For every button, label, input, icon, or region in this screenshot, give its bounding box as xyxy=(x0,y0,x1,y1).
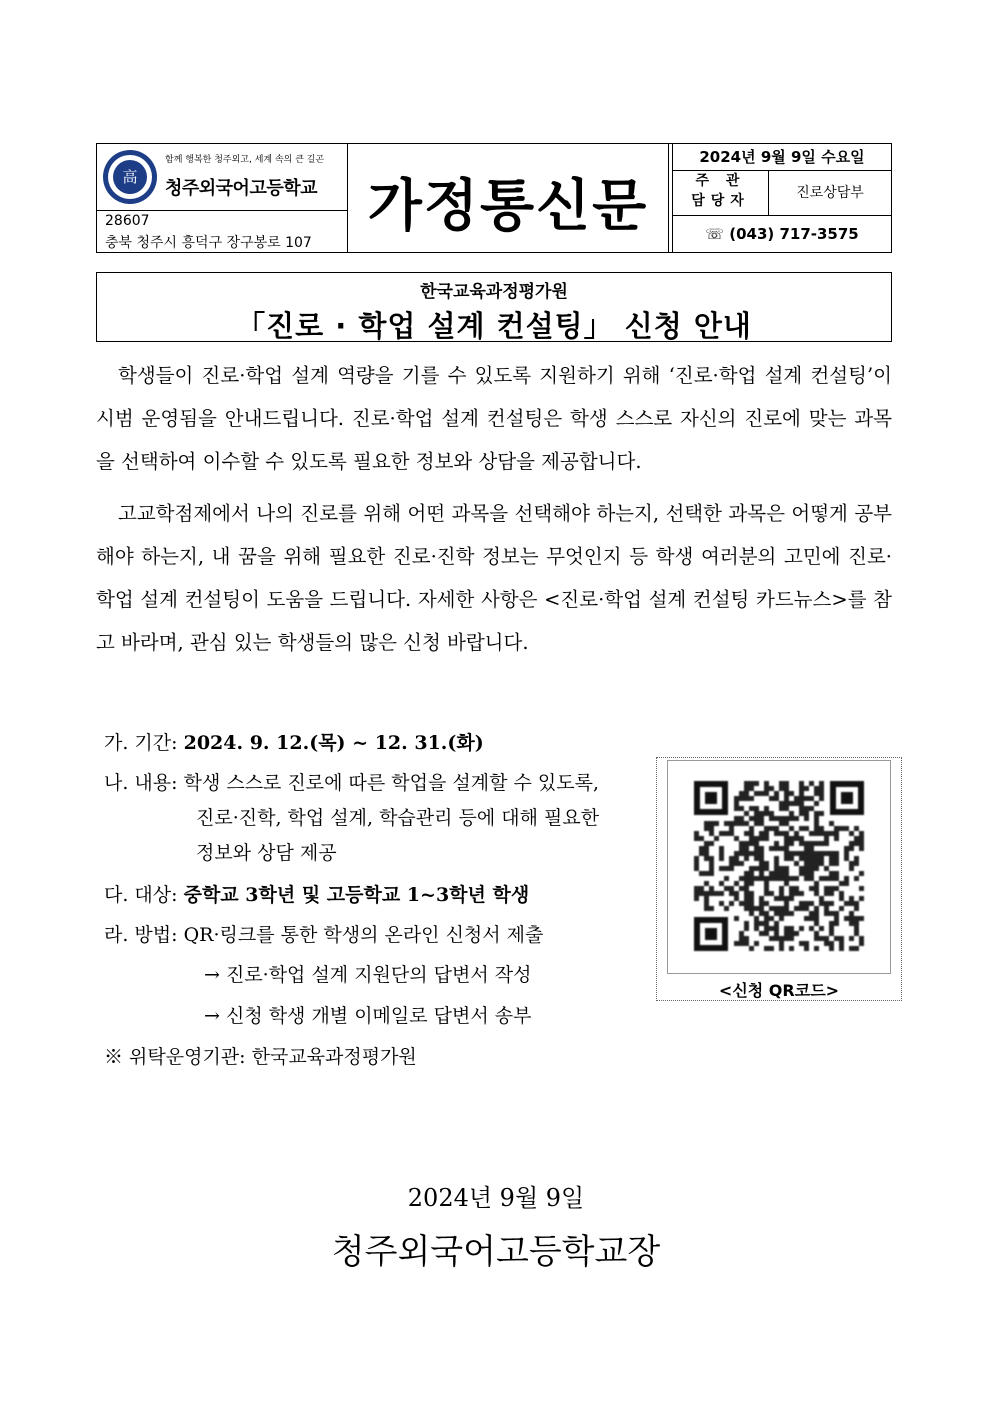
principal-signature: 청주외국어고등학교장 xyxy=(331,1232,661,1272)
school-seal-icon xyxy=(103,150,157,204)
school-motto: 함께 행복한 청주외고, 세계 속의 큰 길곤 xyxy=(165,155,325,165)
info-cell xyxy=(673,144,891,252)
newsletter-title: 가정통신문 xyxy=(367,174,649,239)
organization-name: 한국교육과정평가원 xyxy=(420,282,568,302)
list-item-target xyxy=(104,880,529,907)
school-name: 청주외국어고등학교 xyxy=(165,178,317,199)
issue-date: 2024년 9월 9일 수요일 xyxy=(673,144,891,171)
label-line1: 주 관 xyxy=(695,173,746,189)
target-value: 중학교 3학년 및 고등학교 1~3학년 학생 xyxy=(183,884,530,906)
list-item-method xyxy=(104,920,543,947)
detail-paragraph: 고교학점제에서 나의 진로를 위해 어떤 과목을 선택해야 하는지, 선택한 과목은 어떻게 공부해야 하는지, 내 꿈을 위해 필요한 진로·진학 정보는 무엇인지 등 학생 여러분의 고민에 진로·학업 설계 컨설팅이 도움을 드립니다. 자세한 사항은 <진로·학업 설계 컨설팅 카드뉴스>를 참고 바라며, 관심 있는 학생들의 많은 신청 바랍니다. xyxy=(96,502,892,654)
footer-date: 2024년 9월 9일 xyxy=(407,1184,585,1212)
method-step1: → 진로·학업 설계 지원단의 답변서 작성 xyxy=(204,964,532,986)
school-address: 충북 청주시 흥덕구 장구봉로 107 xyxy=(105,235,312,251)
method-label: 라. 방법: xyxy=(104,924,178,946)
operating-agency-note: ※ 위탁운영기관: 한국교육과정평가원 xyxy=(104,1046,417,1068)
content-line2: 진로·진학, 학업 설계, 학습관리 등에 대해 필요한 xyxy=(196,807,600,829)
content-line1: 학생 스스로 진로에 따른 학업을 설계할 수 있도록, xyxy=(183,772,599,794)
department-row xyxy=(673,171,891,216)
qr-code-icon[interactable] xyxy=(694,781,864,951)
newsletter-header xyxy=(96,143,892,253)
period-label: 가. 기간: xyxy=(104,732,178,754)
target-label: 다. 대상: xyxy=(104,884,178,906)
list-item-content xyxy=(104,768,599,795)
zip-code: 28607 xyxy=(105,213,150,229)
seal-character: 高 xyxy=(113,160,147,194)
qr-code-box xyxy=(656,757,902,1001)
department-label xyxy=(673,171,769,215)
label-line2: 담당자 xyxy=(691,193,750,209)
qr-caption: <신청 QR코드> xyxy=(718,981,840,1000)
content-label: 나. 내용: xyxy=(104,772,178,794)
intro-paragraph: 학생들이 진로·학업 설계 역량을 기를 수 있도록 지원하기 위해 ‘진로·학업 설계 컨설팅’이 시범 운영됨을 안내드립니다. 진로·학업 설계 컨설팅은 학생 스스로 자신의 진로에 맞는 과목을 선택하여 이수할 수 있도록 필요한 정보와 상담을 제공합니다. xyxy=(96,364,892,473)
method-value: QR·링크를 통한 학생의 온라인 신청서 제출 xyxy=(183,924,544,946)
phone-number: ☏ (043) 717-3575 xyxy=(705,225,859,243)
school-info-cell xyxy=(97,144,348,252)
title-cell xyxy=(348,144,669,252)
main-title: 「진로 · 학업 설계 컨설팅」 신청 안내 xyxy=(236,309,752,343)
department-name: 진로상담부 xyxy=(796,185,864,201)
qr-code-frame xyxy=(667,760,891,974)
title-box xyxy=(96,272,892,342)
list-item-period xyxy=(104,728,484,755)
period-value: 2024. 9. 12.(목) ~ 12. 31.(화) xyxy=(183,732,484,754)
method-step2: → 신청 학생 개별 이메일로 답변서 송부 xyxy=(204,1005,532,1027)
content-line3: 정보와 상담 제공 xyxy=(196,842,337,864)
